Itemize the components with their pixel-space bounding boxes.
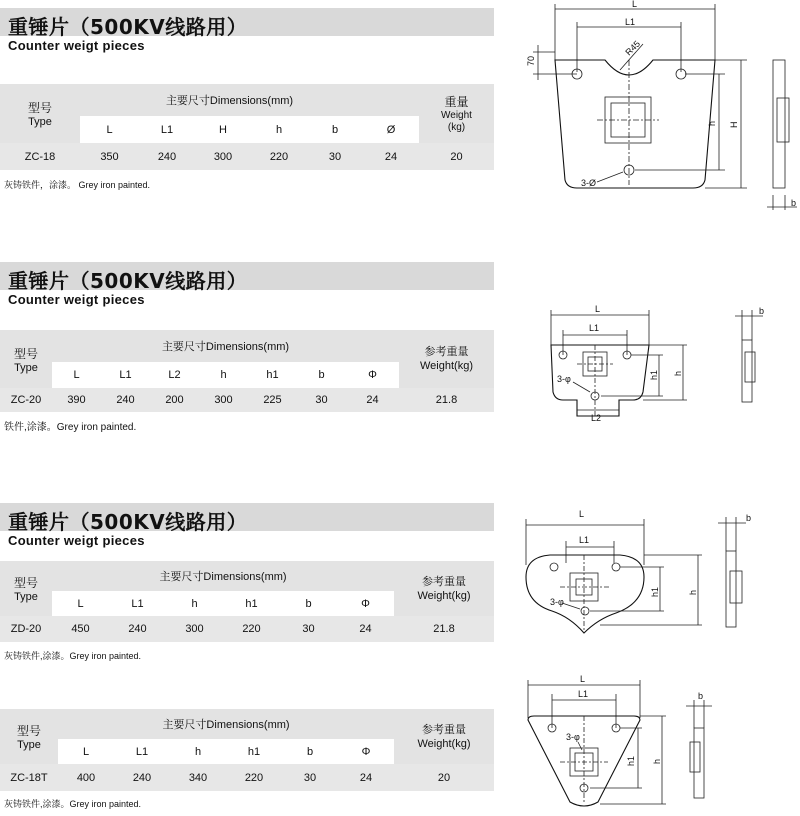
section1-note: 灰铸铁件，涂漆。 Grey iron painted. [4,180,151,190]
value-cell: 24 [338,764,394,791]
dimensions-header: 主要尺寸Dimensions(mm) [58,709,394,739]
dim-label-hole: 3-φ [566,732,580,742]
dimensions-header: 主要尺寸Dimensions(mm) [80,84,419,116]
table-row [0,388,494,412]
column-header: L1 [109,591,166,616]
dim-label-b: b [759,306,765,316]
section1-technical-drawing [525,0,800,215]
dim-label-r45: R45 [623,38,643,58]
dim-label-L1: L1 [579,535,590,545]
weight-header: 参考重量 Weight(kg) [399,330,494,388]
dim-label-b: b [791,198,797,208]
type-header: 型号 Type [0,561,52,616]
table-row [0,764,494,791]
value-cell: 220 [226,764,282,791]
dim-label-hole: 3-φ [557,374,571,384]
value-cell: 390 [52,388,101,412]
dimensions-header: 主要尺寸Dimensions(mm) [52,330,399,362]
value-cell: 240 [139,143,195,170]
section4-spec-table [0,709,494,791]
value-cell: 30 [297,388,346,412]
dim-label-h1: h1 [650,586,660,597]
weight-cell: 20 [419,143,494,170]
type-cell: ZC-18 [0,143,80,170]
value-cell: 300 [195,143,251,170]
type-cell: ZD-20 [0,616,52,642]
dim-label-H: H [729,121,739,128]
value-cell: 30 [280,616,337,642]
type-cell: ZC-20 [0,388,52,412]
value-cell: 300 [166,616,223,642]
column-header: Φ [337,591,394,616]
dim-label-L: L [632,0,638,9]
value-cell: 350 [80,143,139,170]
value-cell: 30 [307,143,363,170]
dim-label-L: L [580,674,586,684]
weight-cell: 20 [394,764,494,791]
column-header: L1 [114,739,170,764]
dim-label-h1: h1 [649,369,659,380]
column-header: L [52,362,101,388]
value-cell: 24 [346,388,399,412]
section1-title-cn: 重锤片（500KV线路用） [8,15,248,39]
dim-label-h1: h1 [626,755,636,766]
weight-cell: 21.8 [394,616,494,642]
column-header: h [251,116,307,143]
section1-spec-table [0,84,494,170]
dim-label-h: h [652,758,662,764]
weight-header: 参考重量 Weight(kg) [394,709,494,764]
section3-title-cn: 重锤片（500KV线路用） [8,510,248,534]
value-cell: 240 [114,764,170,791]
column-header: Φ [346,362,399,388]
section1-title-bar [0,8,494,39]
dim-label-hole: 3-φ [550,597,564,607]
value-cell: 24 [363,143,419,170]
column-header: L [58,739,114,764]
section4-note: 灰铸铁件,涂漆。Grey iron painted. [4,799,142,809]
column-header: H [195,116,251,143]
section2-title-cn: 重锤片（500KV线路用） [8,269,248,293]
column-header: h [199,362,248,388]
section2-note: 铁件,涂漆。Grey iron painted. [4,422,137,433]
type-header: 型号 Type [0,709,58,764]
value-cell: 450 [52,616,109,642]
table-row [0,616,494,642]
dim-label-b: b [698,691,704,701]
section2-spec-table [0,330,494,412]
column-header: L [52,591,109,616]
column-header: L1 [139,116,195,143]
column-header: Φ [338,739,394,764]
dim-label-hole: 3-Ø [581,178,597,188]
weight-cell: 21.8 [399,388,494,412]
dim-label-L: L [579,509,585,519]
dim-label-L1: L1 [589,323,600,333]
table-row [0,143,494,170]
column-header: h1 [223,591,280,616]
value-cell: 220 [251,143,307,170]
dim-label-h: h [688,589,698,595]
dim-label-L2: L2 [591,413,602,423]
section2-technical-drawing [535,300,800,428]
section3-title-bar [0,503,494,534]
dim-label-70: 70 [526,55,536,66]
column-header: h [166,591,223,616]
value-cell: 225 [248,388,297,412]
section3-spec-table [0,561,494,642]
column-header: Ø [363,116,419,143]
column-header: h1 [248,362,297,388]
section1-title-en: Counter weigt pieces [8,38,145,53]
column-header: L1 [101,362,150,388]
dimensions-header: 主要尺寸Dimensions(mm) [52,561,394,591]
column-header: b [307,116,363,143]
value-cell: 200 [150,388,199,412]
dim-label-L: L [595,304,601,314]
value-cell: 400 [58,764,114,791]
column-header: b [282,739,338,764]
type-cell: ZC-18T [0,764,58,791]
dim-label-h: h [673,370,683,376]
value-cell: 240 [101,388,150,412]
section3-note: 灰铸铁件,涂漆。Grey iron painted. [4,651,142,661]
dim-label-h: h [707,120,717,126]
section4-technical-drawing [520,670,800,812]
value-cell: 300 [199,388,248,412]
type-header: 型号 Type [0,84,80,143]
weight-header: 重量 Weight (kg) [419,84,494,143]
value-cell: 340 [170,764,226,791]
value-cell: 220 [223,616,280,642]
column-header: L [80,116,139,143]
type-header: 型号 Type [0,330,52,388]
column-header: h1 [226,739,282,764]
column-header: b [280,591,337,616]
column-header: h [170,739,226,764]
value-cell: 24 [337,616,394,642]
weight-header: 参考重量 Weight(kg) [394,561,494,616]
dim-label-b: b [746,513,752,523]
section2-title-bar [0,262,494,293]
dim-label-L1: L1 [625,17,636,27]
section3-technical-drawing [520,505,800,640]
dim-label-L1: L1 [578,689,589,699]
column-header: L2 [150,362,199,388]
value-cell: 30 [282,764,338,791]
value-cell: 240 [109,616,166,642]
section3-title-en: Counter weigt pieces [8,533,145,548]
section2-title-en: Counter weigt pieces [8,292,145,307]
column-header: b [297,362,346,388]
